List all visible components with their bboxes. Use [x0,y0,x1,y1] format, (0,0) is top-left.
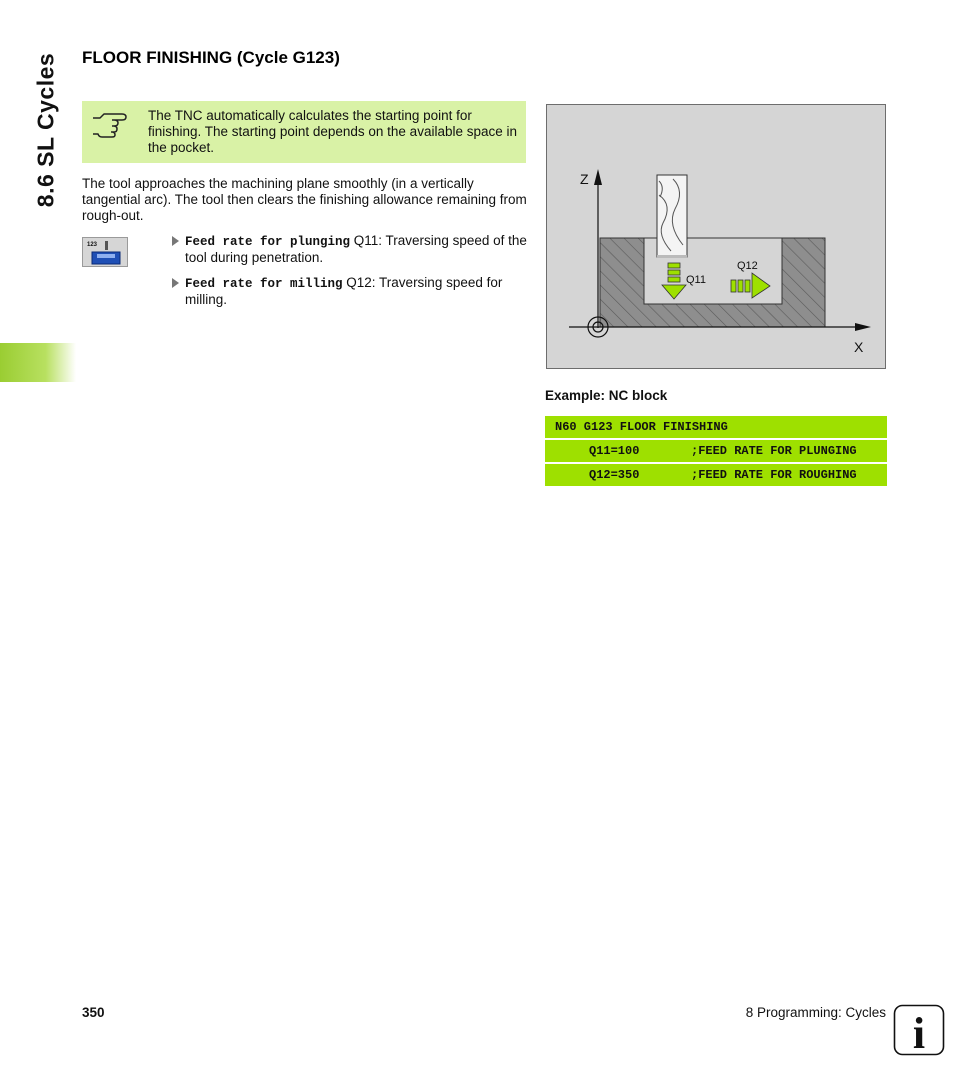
nc-code: Q12=350 [589,468,640,482]
x-axis-label: X [854,339,864,355]
param-q11 [172,233,528,266]
x-axis-arrow-icon [855,323,871,331]
section-tab-marker [0,343,76,382]
nc-row [545,440,887,462]
z-axis-arrow-icon [594,169,602,185]
q12-label: Q12 [737,260,758,272]
page-title: FLOOR FINISHING (Cycle G123) [82,48,340,67]
page-number: 350 [82,1005,105,1020]
cycle-softkey [82,237,128,267]
info-icon [893,1004,945,1056]
param-q11-description: Q11: Traversing speed of the tool during penetration. [185,233,527,265]
param-q11-name: Feed rate for plunging [185,235,351,249]
nc-comment: ;FEED RATE FOR ROUGHING [691,468,857,482]
nc-comment: ;FEED RATE FOR PLUNGING [691,444,857,458]
nc-code: Q11=100 [589,444,640,458]
nc-row [545,416,887,438]
z-axis-label: Z [580,171,589,187]
param-q12-description: Q12: Traversing speed for milling. [185,275,503,307]
bullet-triangle-icon [172,236,179,246]
section-title-text: 8.6 SL Cycles [32,52,59,208]
cycle-diagram [546,104,886,369]
section-title-vertical [24,40,68,220]
note-text: The TNC automatically calculates the starting point for finishing. The starting point depends on the available space in the pocket. [148,108,518,155]
info-glyph: i [912,1009,926,1056]
diagram-svg [547,105,885,368]
note-box [82,101,526,163]
example-label: Example: NC block [545,388,668,403]
nc-code: N60 G123 FLOOR FINISHING [555,420,728,434]
param-q12-name: Feed rate for milling [185,277,343,291]
chapter-title: 8 Programming: Cycles [745,1005,886,1020]
intro-paragraph: The tool approaches the machining plane smoothly (in a vertically tangential arc). The tool then clears the finishing allowance remaining from rough-out. [82,176,527,223]
softkey-label: 123 [87,242,98,248]
param-q12 [172,275,528,308]
q11-label: Q11 [686,274,706,286]
nc-row [545,464,887,486]
floor-finishing-softkey-icon [83,238,127,266]
bullet-triangle-icon [172,278,179,288]
end-mill-tool-icon [657,175,687,258]
pointing-hand-icon [90,109,130,139]
